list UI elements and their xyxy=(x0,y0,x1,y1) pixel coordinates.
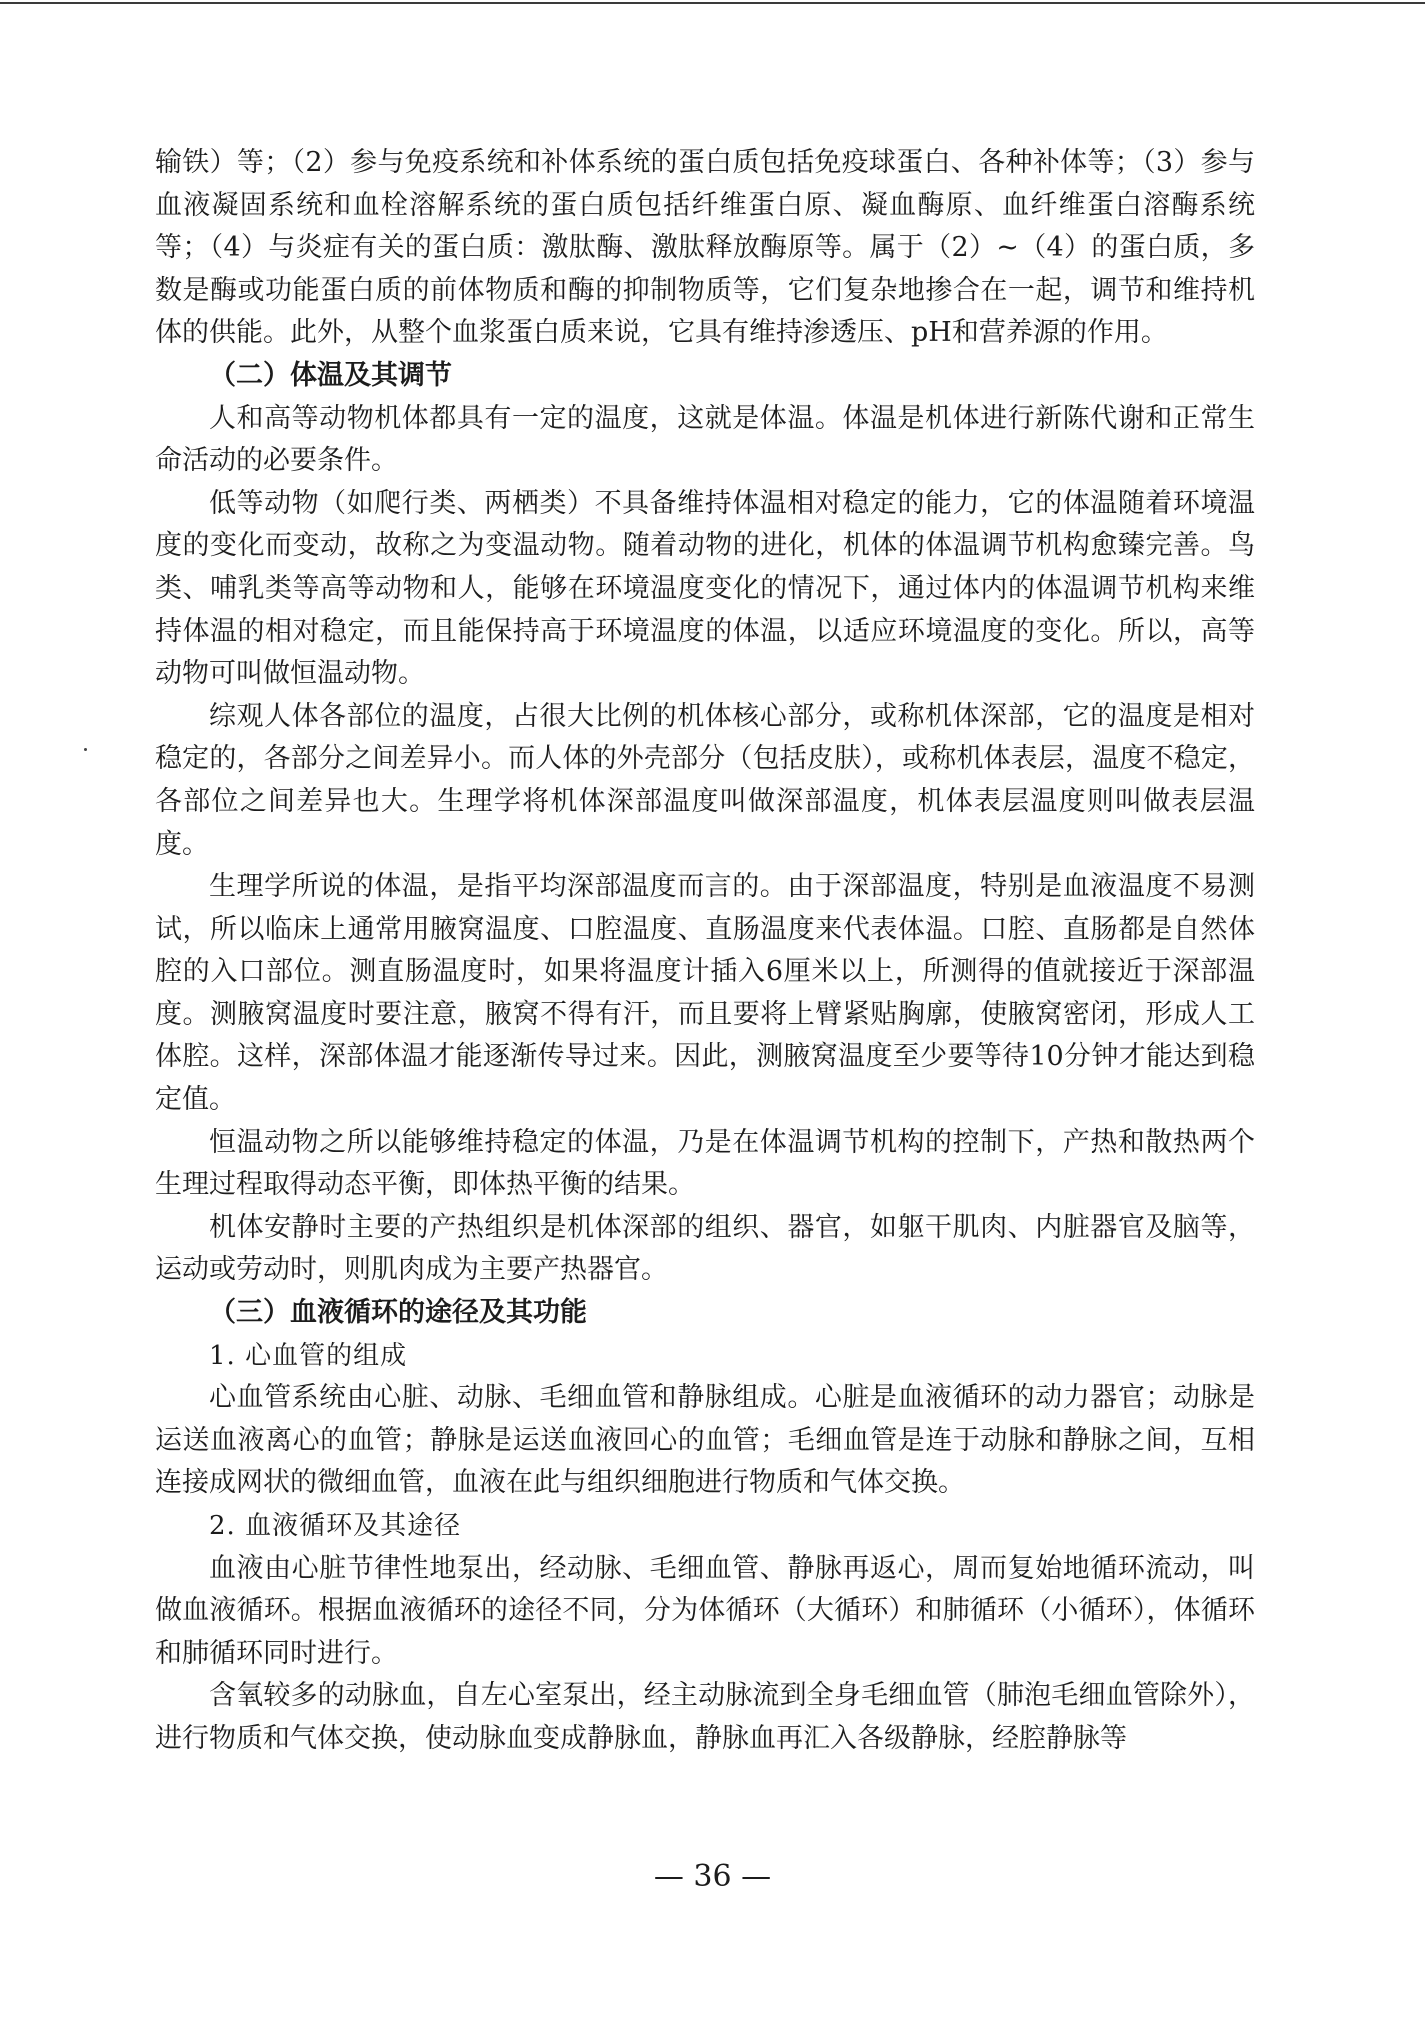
top-rule xyxy=(0,2,1425,4)
subsection-heading: 1. 心血管的组成 xyxy=(209,1340,408,1371)
page-body xyxy=(155,142,1255,1761)
body-paragraph: 恒温动物之所以能够维持稳定的体温，乃是在体温调节机构的控制下，产热和散热两个生理过程取得动态平衡，即体热平衡的结果。 xyxy=(155,1126,1255,1201)
scan-speck xyxy=(84,748,87,751)
body-paragraph: 人和高等动物机体都具有一定的温度，这就是体温。体温是机体进行新陈代谢和正常生命活动的必要条件。 xyxy=(155,402,1255,477)
section-heading: （二）体温及其调节 xyxy=(209,359,452,391)
page-number: — 36 — xyxy=(653,1859,772,1894)
body-paragraph: 输铁）等；（2）参与免疫系统和补体系统的蛋白质包括免疫球蛋白、各种补体等；（3）参与血液凝固系统和血栓溶解系统的蛋白质包括纤维蛋白原、凝血酶原、血纤维蛋白溶酶系统等；（4）与炎症有关的蛋白质：激肽酶、激肽释放酶原等。属于（2）~（4）的蛋白质，多数是酶或功能蛋白质的前体物质和酶的抑制物质等，它们复杂地掺合在一起，调节和维持机体的供能。此外，从整个血浆蛋白质来说，它具有维持渗透压、pH和营养源的作用。 xyxy=(155,147,1255,349)
body-paragraph: 综观人体各部位的温度，占很大比例的机体核心部分，或称机体深部，它的温度是相对稳定的，各部分之间差异小。而人体的外壳部分（包括皮肤），或称机体表层，温度不稳定，各部位之间差异也大。生理学将机体深部温度叫做深部温度，机体表层温度则叫做表层温度。 xyxy=(155,700,1255,860)
body-paragraph: 低等动物（如爬行类、两栖类）不具备维持体温相对稳定的能力，它的体温随着环境温度的变化而变动，故称之为变温动物。随着动物的进化，机体的体温调节机构愈臻完善。鸟类、哺乳类等高等动物和人，能够在环境温度变化的情况下，通过体内的体温调节机构来维持体温的相对稳定，而且能保持高于环境温度的体温，以适应环境温度的变化。所以，高等动物可叫做恒温动物。 xyxy=(155,487,1255,690)
body-paragraph: 含氧较多的动脉血，自左心室泵出，经主动脉流到全身毛细血管（肺泡毛细血管除外），进行物质和气体交换，使动脉血变成静脉血，静脉血再汇入各级静脉，经腔静脉等 xyxy=(155,1680,1255,1754)
body-paragraph: 机体安静时主要的产热组织是机体深部的组织、器官，如躯干肌肉、内脏器官及脑等，运动或劳动时，则肌肉成为主要产热器官。 xyxy=(155,1211,1255,1286)
body-paragraph: 心血管系统由心脏、动脉、毛细血管和静脉组成。心脏是血液循环的动力器官；动脉是运送血液离心的血管；静脉是运送血液回心的血管；毛细血管是连于动脉和静脉之间，互相连接成网状的微细血管，血液在此与组织细胞进行物质和气体交换。 xyxy=(155,1382,1255,1499)
body-paragraph: 生理学所说的体温，是指平均深部温度而言的。由于深部温度，特别是血液温度不易测试，所以临床上通常用腋窝温度、口腔温度、直肠温度来代表体温。口腔、直肠都是自然体腔的入口部位。测直肠温度时，如果将温度计插入6厘米以上，所测得的值就接近于深部温度。测腋窝温度时要注意，腋窝不得有汗，而且要将上臂紧贴胸廓，使腋窝密闭，形成人工体腔。这样，深部体温才能逐渐传导过来。因此，测腋窝温度至少要等待10分钟才能达到稳定值。 xyxy=(155,871,1255,1116)
section-heading: （三）血液循环的途径及其功能 xyxy=(209,1297,587,1329)
subsection-heading: 2. 血液循环及其途径 xyxy=(209,1511,462,1541)
body-paragraph: 血液由心脏节律性地泵出，经动脉、毛细血管、静脉再返心，周而复始地循环流动，叫做血液循环。根据血液循环的途径不同，分为体循环（大循环）和肺循环（小循环），体循环和肺循环同时进行。 xyxy=(155,1552,1255,1669)
